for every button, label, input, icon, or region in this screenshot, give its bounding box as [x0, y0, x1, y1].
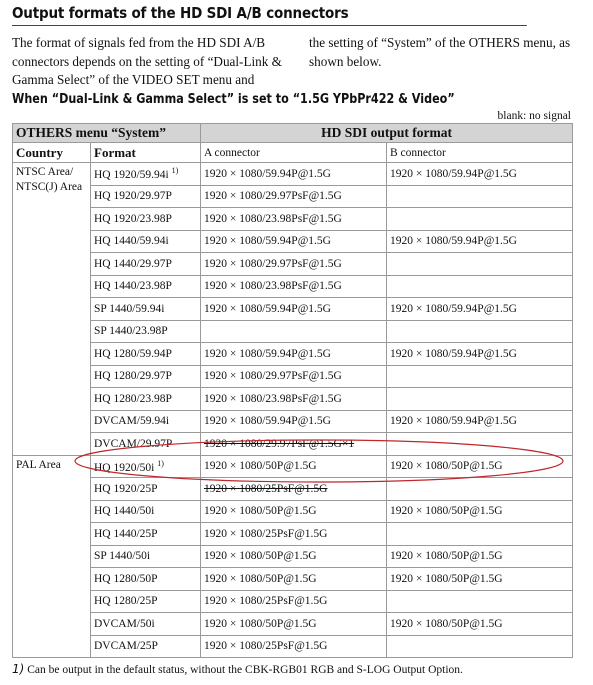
format-cell: [91, 590, 201, 613]
format-cell: [91, 545, 201, 568]
table-row: [13, 298, 573, 321]
a-connector-cell: [201, 320, 387, 343]
format-label: SP 1440/59.94i: [94, 302, 165, 315]
country-cell: PAL Area: [13, 455, 91, 658]
table-row: [13, 230, 573, 253]
a-connector-cell: 1920 × 1080/59.94P@1.5G: [201, 343, 387, 366]
b-connector-cell: 1920 × 1080/50P@1.5G: [387, 545, 573, 568]
a-connector-cell: 1920 × 1080/25PsF@1.5G: [201, 478, 387, 501]
b-connector-cell: [387, 388, 573, 411]
format-label: HQ 1280/59.94P: [94, 347, 172, 360]
b-connector-cell: [387, 365, 573, 388]
a-connector-cell: 1920 × 1080/50P@1.5G: [201, 500, 387, 523]
a-connector-cell: 1920 × 1080/23.98PsF@1.5G: [201, 208, 387, 231]
footnote-ref: 1): [157, 458, 164, 468]
format-label: SP 1440/50i: [94, 550, 151, 563]
b-connector-cell: [387, 185, 573, 208]
country-cell: NTSC Area/ NTSC(J) Area: [13, 163, 91, 456]
format-label: SP 1440/23.98P: [94, 325, 168, 338]
table-row: [13, 433, 573, 456]
a-connector-cell: 1920 × 1080/23.98PsF@1.5G: [201, 275, 387, 298]
format-cell: [91, 365, 201, 388]
format-cell: [91, 320, 201, 343]
b-connector-cell: [387, 523, 573, 546]
a-connector-cell: 1920 × 1080/59.94P@1.5G: [201, 410, 387, 433]
format-cell: [91, 523, 201, 546]
column-header-a-connector: A connector: [201, 143, 387, 163]
footnote-text: Can be output in the default status, without the CBK-RGB01 RGB and S-LOG Output Option.: [27, 664, 463, 676]
output-format-table: [12, 123, 573, 658]
format-label: HQ 1440/29.97P: [94, 257, 172, 270]
b-connector-cell: [387, 208, 573, 231]
a-connector-cell: 1920 × 1080/50P@1.5G: [201, 455, 387, 478]
column-header-country: Country: [13, 143, 91, 163]
b-connector-cell: 1920 × 1080/59.94P@1.5G: [387, 410, 573, 433]
format-label: DVCAM/50i: [94, 617, 155, 630]
format-label: HQ 1920/25P: [94, 482, 158, 495]
table-row: [13, 568, 573, 591]
format-cell: [91, 388, 201, 411]
a-connector-cell: 1920 × 1080/29.97PsF@1.5G: [201, 253, 387, 276]
intro-paragraph-right: the setting of “System” of the OTHERS menu, as shown below.: [309, 35, 571, 69]
table-row: [13, 365, 573, 388]
format-label: HQ 1280/25P: [94, 595, 158, 608]
format-label: HQ 1920/59.94i: [94, 169, 169, 182]
format-label: HQ 1920/50i: [94, 461, 155, 474]
section-title: Output formats of the HD SDI A/B connectors: [12, 4, 527, 26]
a-connector-cell: 1920 × 1080/59.94P@1.5G: [201, 298, 387, 321]
table-row: [13, 635, 573, 658]
format-label: HQ 1280/29.97P: [94, 370, 172, 383]
format-cell: [91, 343, 201, 366]
format-label: DVCAM/59.94i: [94, 415, 170, 428]
b-connector-cell: 1920 × 1080/50P@1.5G: [387, 455, 573, 478]
header-hd-sdi-output-format: HD SDI output format: [201, 124, 573, 143]
a-connector-cell: 1920 × 1080/25PsF@1.5G: [201, 635, 387, 658]
format-cell: [91, 253, 201, 276]
format-label: HQ 1280/23.98P: [94, 392, 172, 405]
a-connector-cell: 1920 × 1080/25PsF@1.5G: [201, 590, 387, 613]
format-label: DVCAM/25P: [94, 640, 158, 653]
a-connector-cell: 1920 × 1080/50P@1.5G: [201, 613, 387, 636]
b-connector-cell: [387, 433, 573, 456]
format-cell: [91, 410, 201, 433]
a-connector-cell: 1920 × 1080/59.94P@1.5G: [201, 163, 387, 186]
table-row: [13, 545, 573, 568]
table-row: [13, 590, 573, 613]
b-connector-cell: [387, 635, 573, 658]
format-cell: [91, 275, 201, 298]
format-label: HQ 1920/29.97P: [94, 190, 172, 203]
table-row: [13, 523, 573, 546]
table-row: [13, 320, 573, 343]
format-cell: [91, 163, 201, 186]
b-connector-cell: [387, 253, 573, 276]
footnote-ref: 1): [171, 166, 179, 176]
a-connector-cell: 1920 × 1080/50P@1.5G: [201, 568, 387, 591]
format-label: HQ 1440/50i: [94, 505, 155, 518]
b-connector-cell: 1920 × 1080/59.94P@1.5G: [387, 298, 573, 321]
subheading: When “Dual-Link & Gamma Select” is set to “1.5G YPbPr422 & Video”: [12, 92, 455, 107]
format-cell: [91, 500, 201, 523]
format-cell: [91, 185, 201, 208]
a-connector-cell: 1920 × 1080/29.97PsF@1.5G: [201, 365, 387, 388]
format-cell: [91, 478, 201, 501]
table-row: [13, 208, 573, 231]
table-row: [13, 275, 573, 298]
a-connector-cell: 1920 × 1080/23.98PsF@1.5G: [201, 388, 387, 411]
format-label: HQ 1440/23.98P: [94, 280, 172, 293]
a-connector-cell: 1920 × 1080/25PsF@1.5G: [201, 523, 387, 546]
header-others-menu-system: OTHERS menu “System”: [13, 124, 201, 143]
a-connector-cell: 1920 × 1080/29.97PsF@1.5G×1: [201, 433, 387, 456]
format-label: DVCAM/29.97P: [94, 437, 173, 450]
format-label: HQ 1440/59.94i: [94, 235, 169, 248]
table-row: [13, 388, 573, 411]
footnote: [12, 662, 463, 676]
table-row: [13, 343, 573, 366]
format-label: HQ 1920/23.98P: [94, 212, 172, 225]
format-cell: [91, 568, 201, 591]
intro-paragraph-left: The format of signals fed from the HD SDI A/B connectors depends on the setting of “Dual-Link & Gamma Select” of the VIDEO SET menu and: [12, 35, 282, 87]
b-connector-cell: 1920 × 1080/59.94P@1.5G: [387, 163, 573, 186]
b-connector-cell: 1920 × 1080/59.94P@1.5G: [387, 343, 573, 366]
format-cell: [91, 230, 201, 253]
table-row: [13, 455, 573, 478]
format-cell: [91, 613, 201, 636]
format-label: HQ 1280/50P: [94, 572, 158, 585]
b-connector-cell: [387, 590, 573, 613]
table-row: [13, 478, 573, 501]
footnote-marker: 1): [12, 662, 25, 676]
table-row: [13, 500, 573, 523]
format-cell: [91, 208, 201, 231]
a-connector-cell: 1920 × 1080/59.94P@1.5G: [201, 230, 387, 253]
table-row: [13, 410, 573, 433]
table-row: [13, 253, 573, 276]
a-connector-cell: 1920 × 1080/29.97PsF@1.5G: [201, 185, 387, 208]
b-connector-cell: [387, 320, 573, 343]
b-connector-cell: [387, 478, 573, 501]
table-row: [13, 185, 573, 208]
format-cell: [91, 433, 201, 456]
a-connector-cell: 1920 × 1080/50P@1.5G: [201, 545, 387, 568]
b-connector-cell: [387, 275, 573, 298]
blank-legend-note: blank: no signal: [497, 110, 571, 122]
column-header-b-connector: B connector: [387, 143, 573, 163]
table-row: [13, 613, 573, 636]
format-label: HQ 1440/25P: [94, 527, 158, 540]
column-header-format: Format: [91, 143, 201, 163]
b-connector-cell: 1920 × 1080/59.94P@1.5G: [387, 230, 573, 253]
b-connector-cell: 1920 × 1080/50P@1.5G: [387, 613, 573, 636]
table-row: [13, 163, 573, 186]
format-cell: [91, 298, 201, 321]
format-cell: [91, 455, 201, 478]
format-cell: [91, 635, 201, 658]
b-connector-cell: 1920 × 1080/50P@1.5G: [387, 500, 573, 523]
b-connector-cell: 1920 × 1080/50P@1.5G: [387, 568, 573, 591]
